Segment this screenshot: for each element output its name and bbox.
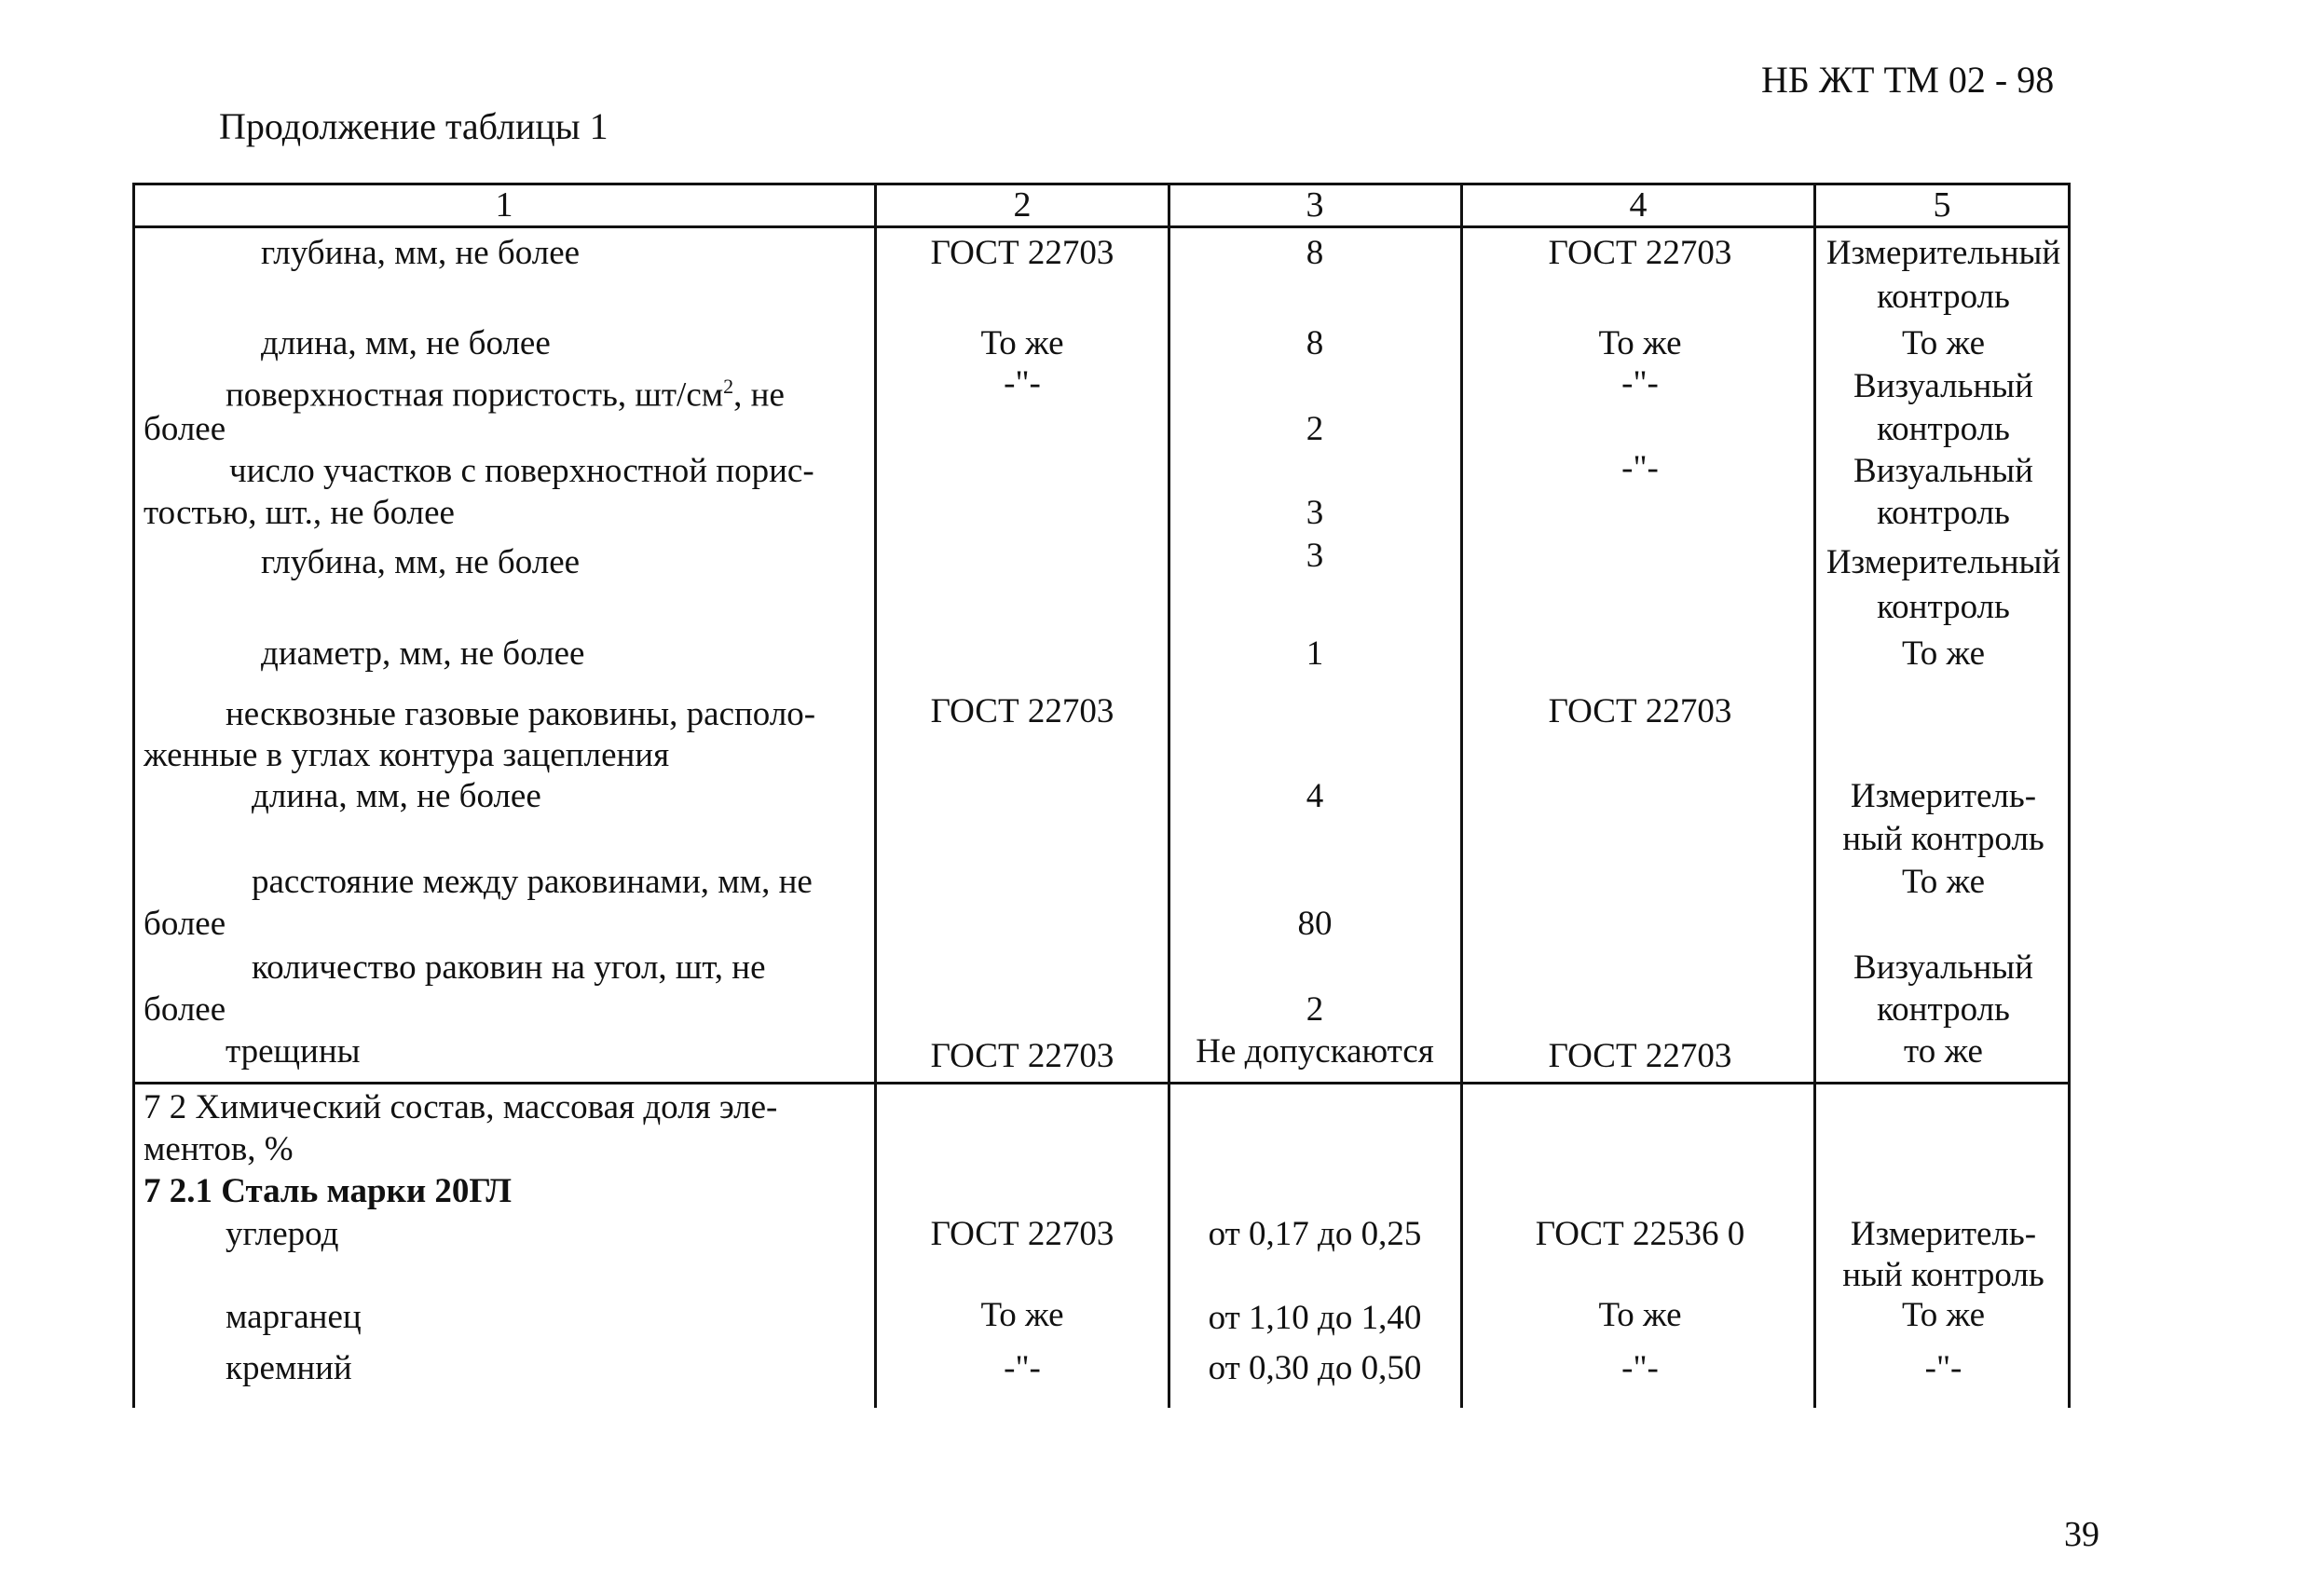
row-silicon-label: кремний — [226, 1349, 352, 1387]
row-depth-1-standard: ГОСТ 22703 — [930, 234, 1114, 272]
row-porosity-areas-control-cont: контроль — [1877, 494, 2010, 532]
row-diameter-control: То же — [1901, 634, 1986, 673]
row-depth-2-control-cont: контроль — [1877, 588, 2010, 626]
row-diameter-value: 1 — [1306, 634, 1324, 673]
row-porosity-areas-label: число участков с поверхностной порис- — [229, 452, 814, 490]
header-col-4: 4 — [1629, 185, 1648, 225]
row-depth-1-value: 8 — [1306, 234, 1324, 272]
row-diameter-label: диаметр, мм, не более — [261, 634, 585, 673]
row-carbon-method: ГОСТ 22536 0 — [1535, 1215, 1745, 1253]
row-cracks-control: то же — [1904, 1032, 1983, 1071]
row-gas-cavities-method: ГОСТ 22703 — [1548, 692, 1732, 730]
row-depth-2-control: Измерительный — [1826, 543, 2061, 581]
row-length-2-control-cont: ный контроль — [1842, 820, 2044, 858]
row-distance-label: расстояние между раковинами, мм, не — [252, 863, 813, 901]
table-caption: Продолжение таблицы 1 — [219, 105, 609, 147]
row-cracks-label: трещины — [226, 1032, 361, 1071]
row-silicon-control: -"- — [1924, 1349, 1962, 1387]
row-count-label-cont: более — [144, 990, 226, 1029]
row-carbon-value: от 0,17 до 0,25 — [1208, 1215, 1422, 1253]
row-manganese-value: от 1,10 до 1,40 — [1208, 1299, 1422, 1337]
row-gas-cavities-label: несквозные газовые раковины, располо- — [226, 695, 816, 733]
section-chemistry-title: 7 2 Химический состав, массовая доля эле- — [144, 1088, 778, 1126]
row-silicon-standard: -"- — [1004, 1349, 1041, 1387]
header-col-3: 3 — [1306, 185, 1324, 225]
row-depth-1-method: ГОСТ 22703 — [1548, 234, 1732, 272]
row-carbon-label: углерод — [226, 1215, 339, 1253]
row-length-2-control: Измеритель- — [1850, 777, 2037, 815]
row-cracks-standard: ГОСТ 22703 — [930, 1037, 1114, 1075]
row-length-2-label: длина, мм, не более — [252, 777, 541, 815]
specification-table — [132, 183, 2071, 1408]
table-border-left — [132, 183, 135, 1408]
document-code: НБ ЖТ ТМ 02 - 98 — [1761, 59, 2055, 101]
row-length-1-label: длина, мм, не более — [261, 324, 551, 362]
row-count-control: Визуальный — [1853, 948, 2033, 987]
section-chemistry-title-cont: ментов, % — [144, 1130, 294, 1168]
row-manganese-control: То же — [1901, 1296, 1986, 1334]
header-col-1: 1 — [495, 185, 513, 225]
row-gas-cavities-standard: ГОСТ 22703 — [930, 692, 1114, 730]
row-carbon-control: Измеритель- — [1850, 1215, 2037, 1253]
row-depth-1-control-cont: контроль — [1877, 278, 2010, 316]
row-length-2-value: 4 — [1306, 777, 1324, 815]
header-divider — [132, 225, 2071, 228]
row-depth-2-label: глубина, мм, не более — [261, 543, 581, 581]
row-porosity-method: -"- — [1621, 364, 1659, 402]
section-divider — [132, 1082, 2071, 1084]
row-porosity-value: 2 — [1306, 410, 1324, 448]
row-length-1-standard: То же — [980, 324, 1064, 362]
header-col-2: 2 — [1013, 185, 1032, 225]
row-length-1-method: То же — [1598, 324, 1682, 362]
row-manganese-label: марганец — [226, 1298, 362, 1336]
row-porosity-control-cont: контроль — [1877, 410, 2010, 448]
row-distance-value: 80 — [1297, 905, 1333, 943]
page-number: 39 — [2064, 1515, 2099, 1554]
row-depth-2-value: 3 — [1306, 537, 1324, 575]
row-length-1-control: То же — [1901, 324, 1986, 362]
header-col-5: 5 — [1933, 185, 1951, 225]
column-divider-1 — [874, 183, 877, 1408]
row-count-control-cont: контроль — [1877, 990, 2010, 1029]
row-silicon-method: -"- — [1621, 1349, 1659, 1387]
row-porosity-label-cont: более — [144, 410, 226, 448]
row-porosity-areas-control: Визуальный — [1853, 452, 2033, 490]
row-porosity-areas-label-cont: тостью, шт., не более — [144, 494, 455, 532]
row-distance-control: То же — [1901, 863, 1986, 901]
row-depth-1-control: Измерительный — [1826, 234, 2061, 272]
row-manganese-method: То же — [1598, 1296, 1682, 1334]
row-cracks-method: ГОСТ 22703 — [1548, 1037, 1732, 1075]
row-porosity-areas-method: -"- — [1621, 449, 1659, 487]
row-silicon-value: от 0,30 до 0,50 — [1208, 1349, 1422, 1387]
row-porosity-label: поверхностная пористость, $шт/см^2$, не — [226, 375, 785, 415]
row-carbon-standard: ГОСТ 22703 — [930, 1215, 1114, 1253]
row-length-1-value: 8 — [1306, 324, 1324, 362]
row-manganese-standard: То же — [980, 1296, 1064, 1334]
row-count-label: количество раковин на угол, шт, не — [252, 948, 766, 987]
row-porosity-standard: -"- — [1004, 364, 1041, 402]
row-distance-label-cont: более — [144, 905, 226, 943]
subsection-steel-grade: 7 2.1 Сталь марки 20ГЛ — [144, 1172, 512, 1210]
row-cracks-value: Не допускаются — [1196, 1032, 1434, 1071]
row-porosity-areas-value: 3 — [1306, 494, 1324, 532]
row-gas-cavities-label-cont: женные в углах контура зацепления — [144, 736, 670, 774]
row-count-value: 2 — [1306, 990, 1324, 1029]
row-porosity-control: Визуальный — [1853, 367, 2033, 405]
row-depth-1-label: глубина, мм, не более — [261, 234, 581, 272]
row-carbon-control-cont: ный контроль — [1842, 1256, 2044, 1294]
